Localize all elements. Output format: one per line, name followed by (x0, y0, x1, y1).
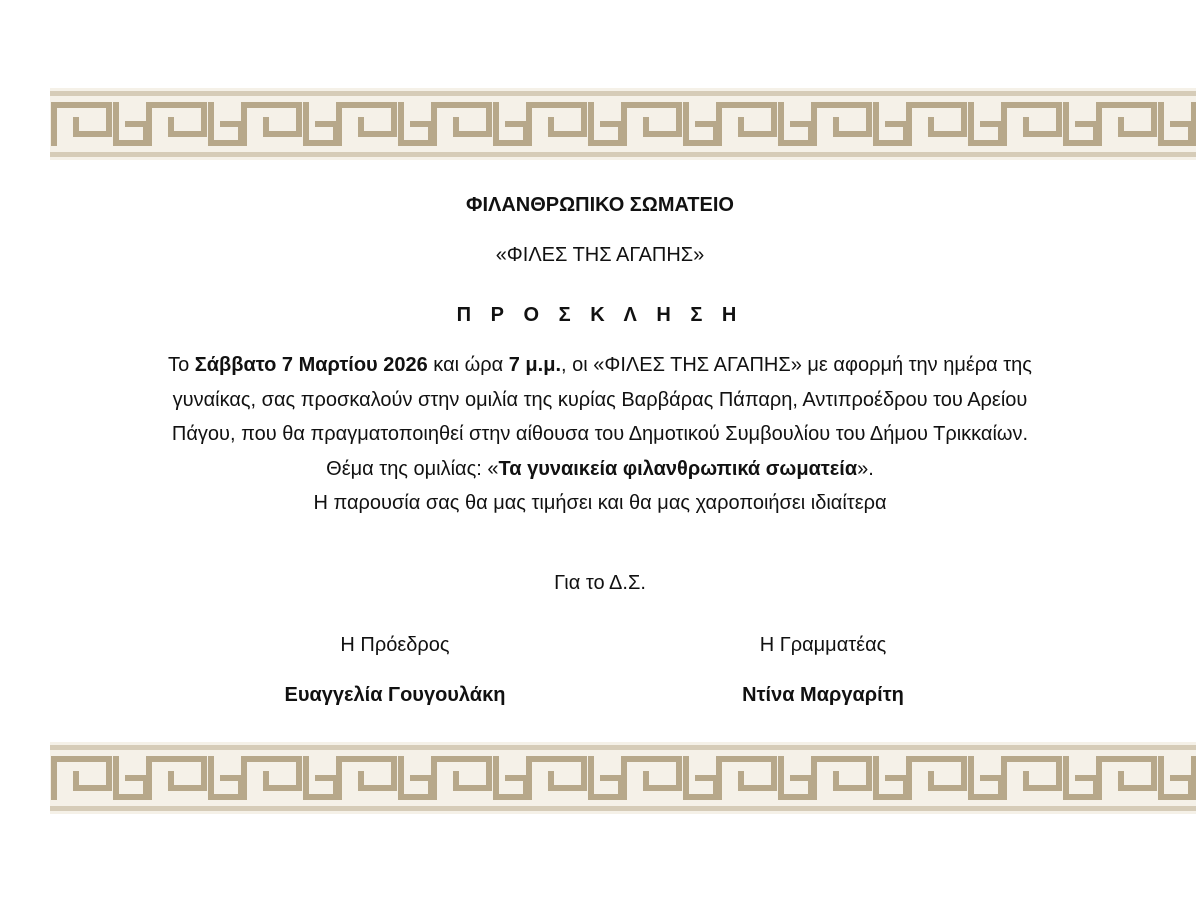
body-line-1 (40, 348, 1160, 383)
body-line-4 (40, 452, 1160, 487)
body-text: , οι «ΦΙΛΕΣ ΤΗΣ ΑΓΑΠΗΣ» με αφορμή την ημέρα της (561, 354, 1032, 376)
signature-president (185, 628, 605, 712)
body-line-5: Η παρουσία σας θα μας τιμήσει και θα μας χαροποιήσει ιδιαίτερα (313, 492, 887, 514)
body-text: ». (857, 457, 874, 480)
top-greek-key-border (50, 88, 1196, 160)
signature-name: Ντίνα Μαργαρίτη (742, 684, 904, 706)
greek-key-meander-icon (50, 88, 1196, 160)
organization-type: ΦΙΛΑΝΘΡΩΠΙΚΟ ΣΩΜΑΤΕΙΟ (466, 194, 734, 216)
invitation-title: Π Ρ Ο Σ Κ Λ Η Σ Η (456, 304, 744, 326)
organization-name: «ΦΙΛΕΣ ΤΗΣ ΑΓΑΠΗΣ» (495, 244, 705, 266)
body-text: και ώρα (427, 354, 509, 376)
bottom-greek-key-border (50, 742, 1196, 814)
signature-secretary (613, 628, 1033, 712)
greek-key-meander-icon (50, 742, 1196, 814)
board-signoff: Για το Δ.Σ. (554, 572, 646, 594)
body-line-2: γυναίκας, σας προσκαλούν στην ομιλία της κυρίας Βαρβάρας Πάπαρη, Αντιπροέδρου του Αρείου (172, 388, 1028, 411)
talk-topic: Τα γυναικεία φιλανθρωπικά σωματεία (498, 457, 858, 480)
signature-name: Ευαγγελία Γουγουλάκη (284, 684, 506, 706)
event-date: Σάββατο 7 Μαρτίου 2026 (194, 354, 428, 376)
body-line-3: Πάγου, που θα πραγματοποιηθεί στην αίθουσα του Δημοτικού Συμβουλίου του Δήμου Τρικκαίων. (171, 423, 1029, 445)
body-text: Θέμα της ομιλίας: « (326, 457, 499, 480)
signature-role: Η Γραμματέας (759, 634, 887, 656)
body-text: Το (168, 354, 195, 376)
signature-role: Η Πρόεδρος (340, 634, 450, 656)
invitation-body (40, 348, 1160, 521)
event-time: 7 μ.μ. (508, 354, 562, 376)
